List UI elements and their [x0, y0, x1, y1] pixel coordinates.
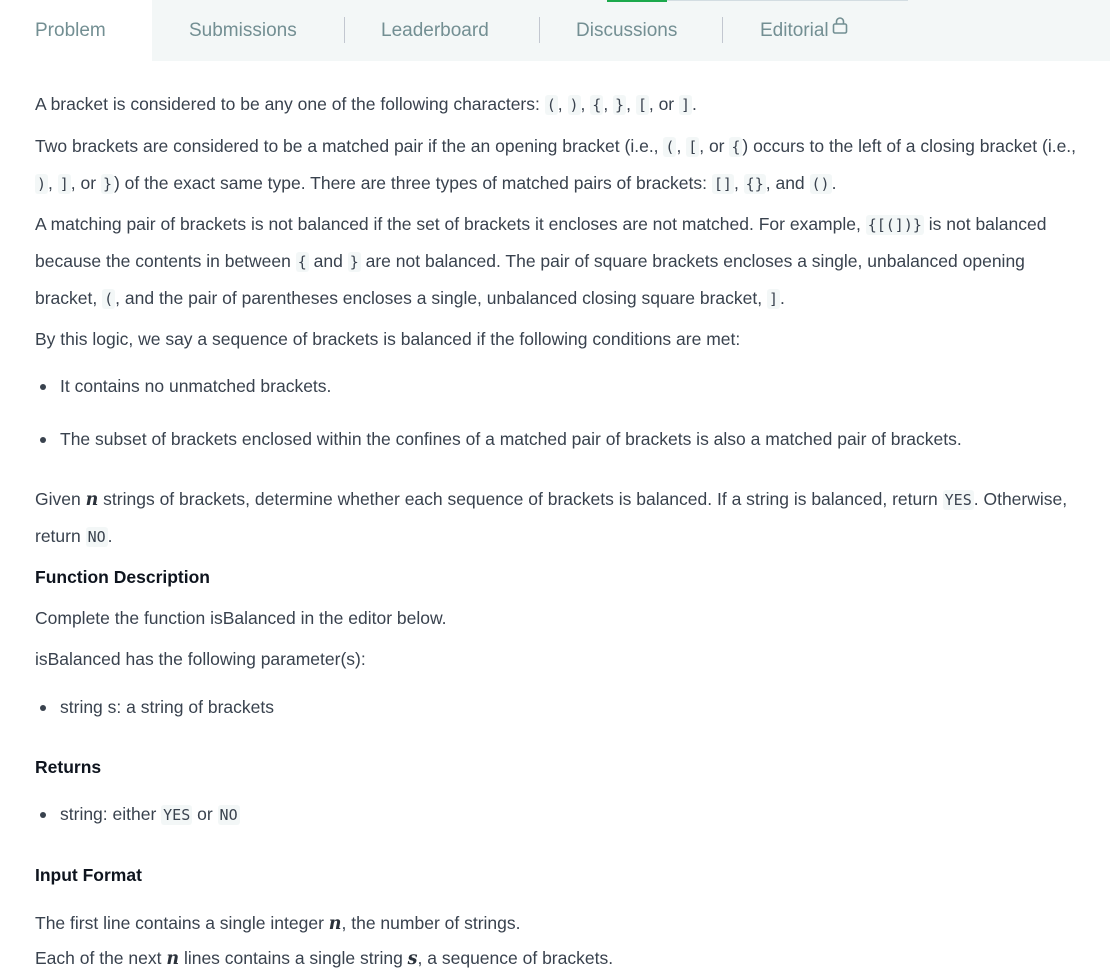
unbalanced-explanation: A matching pair of brackets is not balanced if the set of brackets it encloses are not matched. For example, {[(])} is not balanced because the contents in between { and } are not balanced. The pair of square brackets encloses a single, unbalanced opening bracket, ( , and the pair of parentheses encloses a single, unbalanced closing square bracket, ] .: [35, 214, 1047, 308]
function-description-heading: Function Description: [35, 567, 210, 587]
problem-tabs-bar: [0, 0, 1110, 61]
bracket-definition: A bracket is considered to be any one of the following characters: ( , ) , { , } , [ , or ] .: [35, 94, 697, 114]
tab-divider: [344, 17, 345, 43]
parameters-list: [35, 692, 274, 722]
conditions-list: [35, 371, 331, 401]
input-format-line: The first line contains a single integer n, the number of strings.: [35, 913, 521, 934]
tab-editorial[interactable]: Editorial: [760, 0, 848, 61]
tab-submissions[interactable]: Submissions: [189, 20, 297, 41]
list-item: string s: a string of brackets: [60, 692, 274, 722]
conditions-list: [35, 424, 962, 454]
task-description: Given n strings of brackets, determine whether each sequence of brackets is balanced. If a string is balanced, return YES . Otherwise, return NO .: [35, 489, 1068, 546]
tab-discussions[interactable]: Discussions: [576, 20, 678, 41]
returns-list: [35, 799, 240, 830]
list-item: The subset of brackets enclosed within the confines of a matched pair of brackets is also a matched pair of brackets.: [60, 424, 962, 454]
input-format-heading: Input Format: [35, 865, 142, 885]
tab-problem[interactable]: Problem: [0, 0, 152, 61]
input-format-line: Each of the next n lines contains a single string s, a sequence of brackets.: [35, 948, 614, 969]
returns-heading: Returns: [35, 757, 102, 777]
tab-leaderboard[interactable]: Leaderboard: [381, 20, 489, 41]
parameters-intro: isBalanced has the following parameter(s):: [35, 649, 366, 669]
balance-conditions-intro: By this logic, we say a sequence of brackets is balanced if the following conditions are met:: [35, 329, 741, 349]
lock-icon: [832, 0, 848, 59]
tab-divider: [539, 17, 540, 43]
matched-pair-definition: Two brackets are considered to be a matched pair if the an opening bracket (i.e., ( , [ , or { ) occurs to the left of a closing bracket (i.e., ) , ] , or } ) of the exact same type. There are three types of matched pairs of brackets: [] , {} , and () .: [35, 136, 1077, 193]
list-item: It contains no unmatched brackets.: [60, 371, 331, 401]
function-description-text: Complete the function isBalanced in the editor below.: [35, 608, 447, 628]
list-item: string: either YES or NO: [60, 799, 240, 830]
tab-divider: [722, 17, 723, 43]
